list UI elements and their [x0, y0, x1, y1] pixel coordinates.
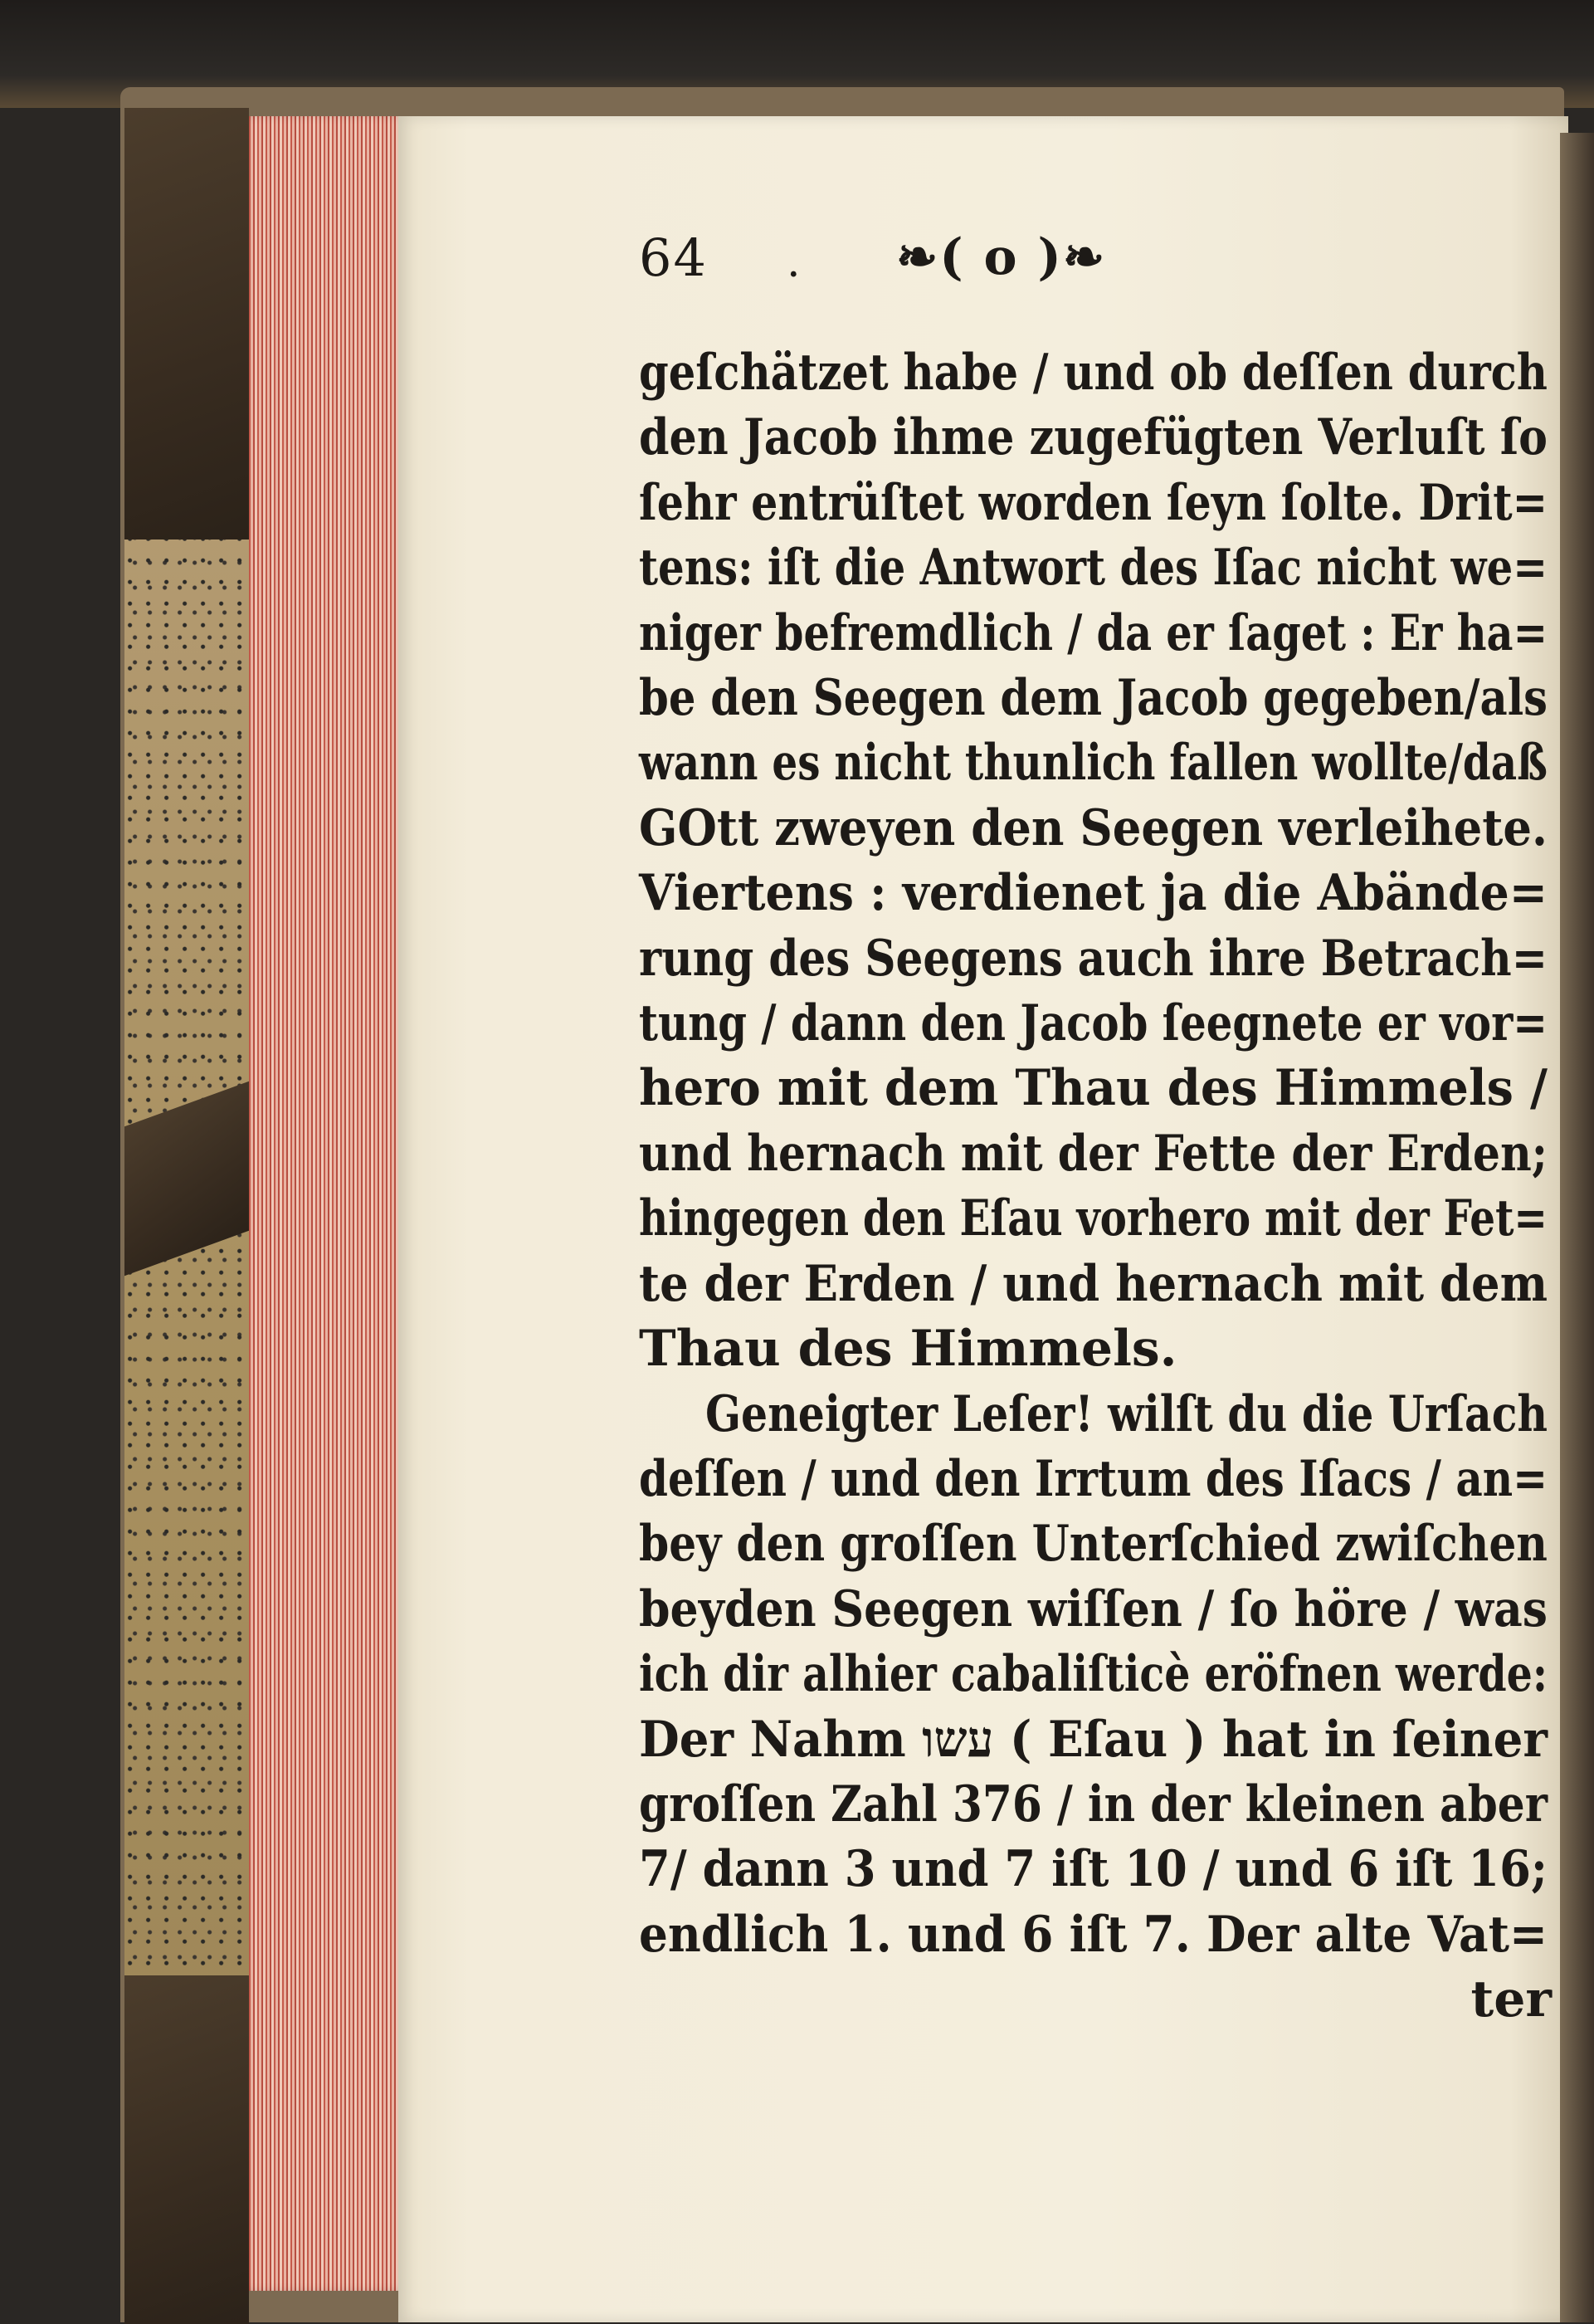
page-text-block	[639, 227, 1560, 2033]
text-line: geſchätzet habe / und ob deſſen durch	[639, 344, 1548, 402]
text-line: beyden Seegen wiſſen / ſo höre / was	[639, 1579, 1548, 1638]
text-line: GOtt zweyen den Seegen verleihete.	[639, 798, 1548, 857]
text-line: bey den groſſen Unterſchied zwiſchen	[639, 1515, 1548, 1574]
text-line: rung des Seegens auch ihre Betrach=	[639, 929, 1548, 988]
text-line: 7/ dann 3 und 7 iſt 10 / und 6 iſt 16;	[639, 1840, 1548, 1899]
text-line: Der Nahm עשו ( Eſau ) hat in ſeiner	[639, 1710, 1548, 1769]
text-line: tens: iſt die Antwort des Iſac nicht we=	[639, 539, 1548, 598]
page-number: 64	[639, 227, 708, 288]
text-line: und hernach mit der Fette der Erden;	[639, 1124, 1548, 1183]
red-page-edges	[249, 116, 407, 2291]
header-dot: .	[787, 237, 801, 287]
text-line: hingegen den Eſau vorhero mit der Fet=	[639, 1189, 1548, 1248]
text-line: endlich 1. und 6 iſt 7. Der alte Vat=	[639, 1905, 1548, 1964]
leather-corner-bottom	[124, 1975, 249, 2324]
text-line: den Jacob ihme zugefügten Verluſt ſo	[639, 408, 1548, 467]
page-right-edge	[1560, 133, 1594, 2322]
text-line: Geneigter Leſer! wilſt du die Urſach	[705, 1384, 1548, 1443]
text-line: groſſen Zahl 376 / in der kleinen aber	[639, 1775, 1548, 1833]
text-line: wann es nicht thunlich fallen wollte/daß	[639, 734, 1548, 793]
text-line: tung / dann den Jacob ſeegnete er vor=	[639, 994, 1548, 1053]
text-line: ſehr entrüſtet worden ſeyn ſolte. Drit=	[639, 473, 1548, 532]
text-line: niger befremdlich / da er ſaget : Er ha=	[639, 603, 1548, 662]
catchword: ter	[1470, 1970, 1552, 2029]
text-line: hero mit dem Thau des Himmels /	[639, 1059, 1548, 1118]
header-ornament: ❧( o )❧	[896, 228, 1107, 286]
leather-corner-top	[124, 108, 249, 540]
text-line: deſſen / und den Irrtum des Iſacs / an=	[639, 1449, 1548, 1508]
text-line: be den Seegen dem Jacob gegeben/als	[639, 669, 1548, 728]
text-line: te der Erden / und hernach mit dem	[639, 1254, 1548, 1313]
page-header	[639, 227, 1560, 340]
text-line: ich dir alhier cabaliſticè eröfnen werde:	[639, 1645, 1548, 1704]
text-line: Thau des Himmels.	[639, 1320, 1177, 1379]
text-line: Viertens : verdienet ja die Abände=	[639, 864, 1548, 923]
